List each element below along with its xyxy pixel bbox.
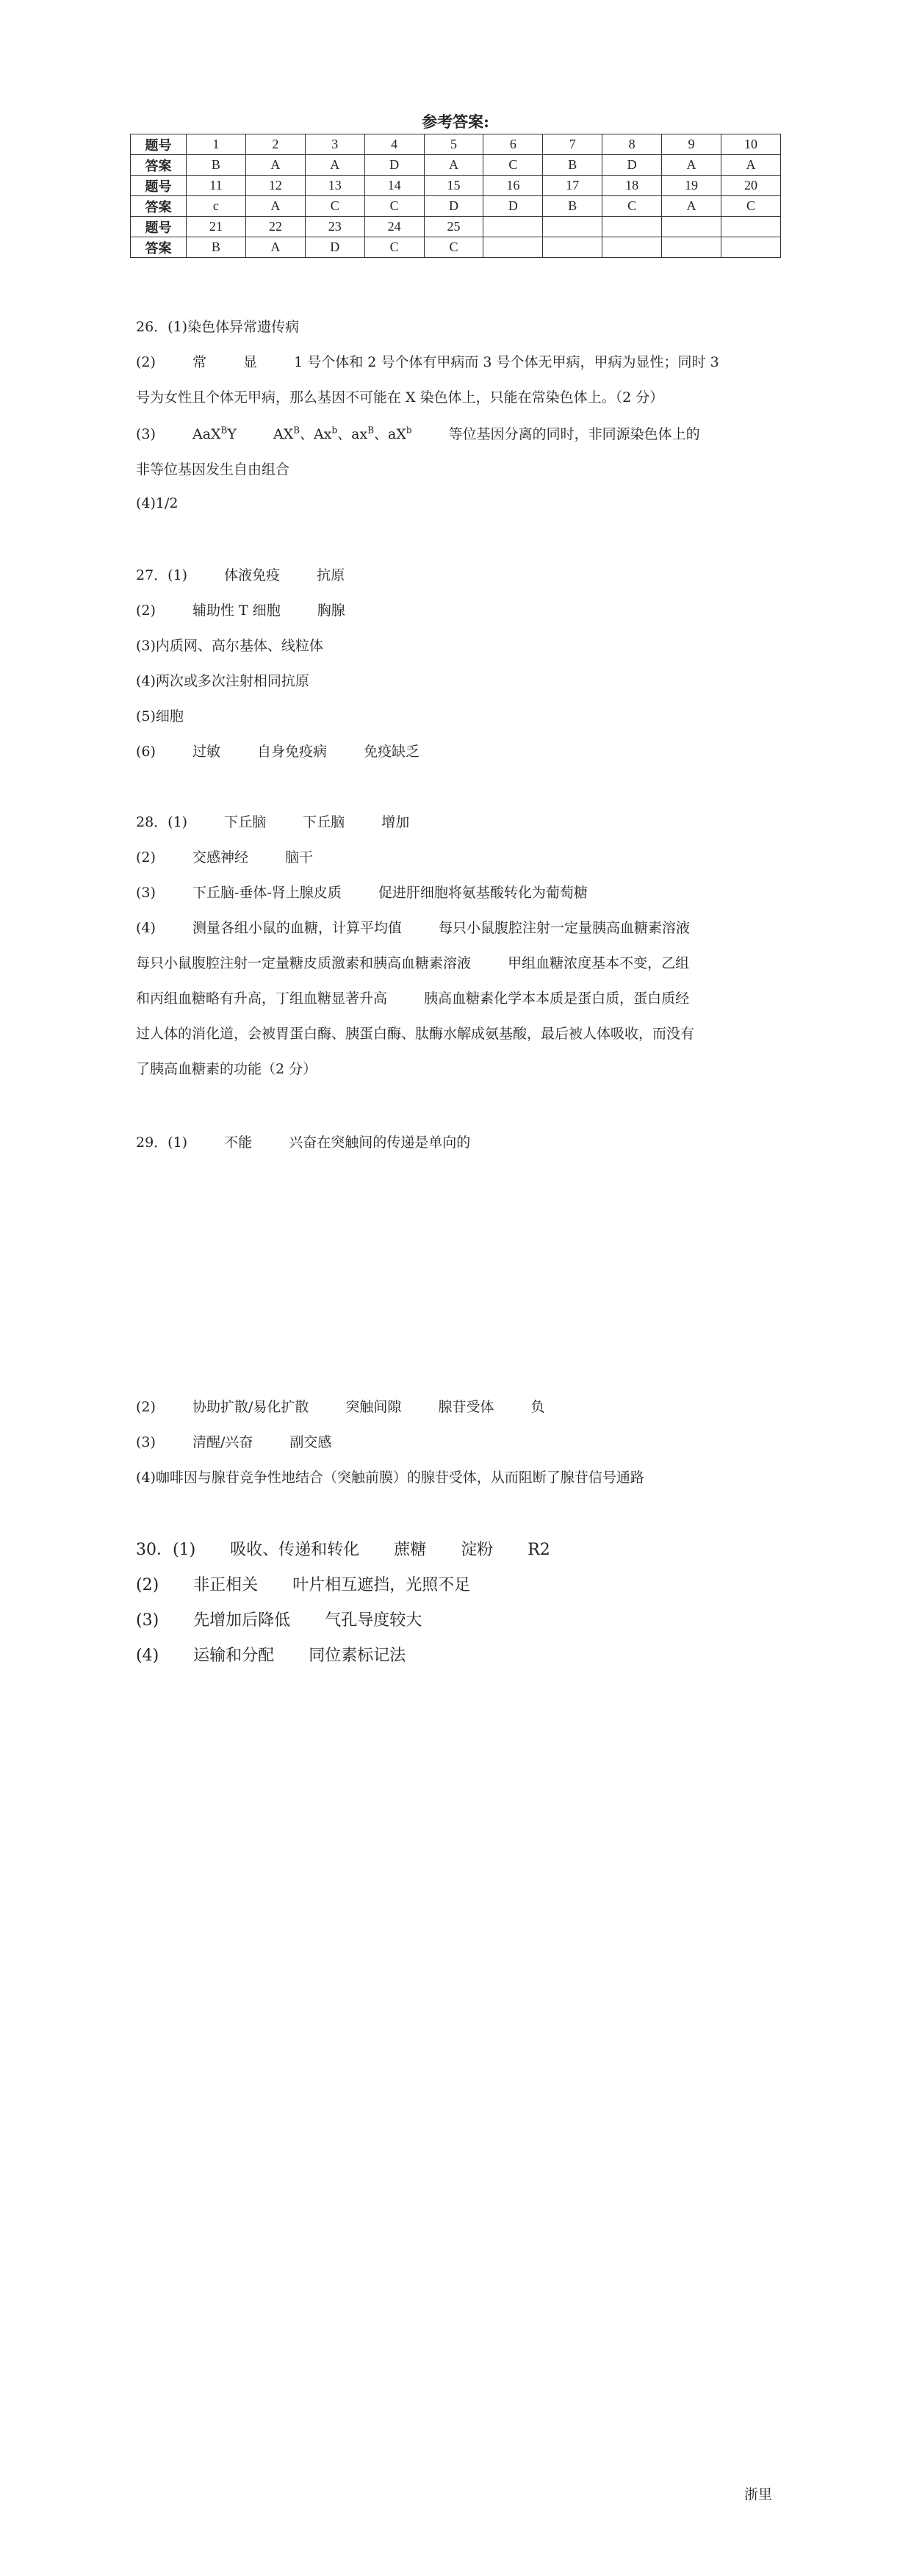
q26-reason: 等位基因分离的同时，非同源染色体上的 bbox=[448, 426, 700, 442]
q30-answer-4b: 同位素标记法 bbox=[309, 1647, 406, 1665]
q29-line-2 bbox=[136, 1396, 545, 1416]
q30-num-4: (4) bbox=[136, 1647, 159, 1665]
q26-num-2: (2) bbox=[136, 354, 156, 370]
table-cell-answer: A bbox=[245, 155, 305, 176]
q29-answer-2d: 负 bbox=[530, 1399, 545, 1415]
q30-answer-1a: 吸收、传递和转化 bbox=[230, 1541, 360, 1559]
table-cell-answer: A bbox=[245, 196, 305, 217]
q29-answer-3a: 清醒/兴奋 bbox=[192, 1434, 253, 1450]
q30-line-4 bbox=[136, 1643, 406, 1666]
q27-line-4 bbox=[136, 670, 309, 690]
q27-answer-6b: 自身免疫病 bbox=[257, 744, 328, 760]
q27-line-2 bbox=[136, 600, 345, 619]
q30-line-1 bbox=[136, 1537, 550, 1560]
q28-answer-1a: 下丘脑 bbox=[224, 814, 267, 830]
q28-answer-1b: 下丘脑 bbox=[303, 814, 345, 830]
q27-line-6 bbox=[136, 741, 420, 760]
q27-line-1 bbox=[136, 564, 345, 584]
q28-answer-4d: 甲组血糖浓度基本不变，乙组 bbox=[508, 955, 690, 971]
table-cell-answer bbox=[483, 237, 543, 258]
q28-answer-4a: 测量各组小鼠的血糖，计算平均值 bbox=[192, 920, 402, 936]
q30-answer-1d: R2 bbox=[527, 1541, 550, 1559]
q30-answer-3b: 气孔导度较大 bbox=[325, 1611, 422, 1630]
table-cell-num: 21 bbox=[186, 217, 245, 237]
q29-answer-2c: 腺苷受体 bbox=[438, 1399, 494, 1415]
q29-answer-1b: 兴奋在突触间的传递是单向的 bbox=[289, 1134, 471, 1151]
q29-answer-4: (4)咖啡因与腺苷竞争性地结合（突触前膜）的腺苷受体，从而阻断了腺苷信号通路 bbox=[136, 1469, 644, 1486]
q28-answer-1c: 增加 bbox=[381, 814, 410, 830]
table-cell-answer: A bbox=[424, 155, 483, 176]
q26-line-4 bbox=[136, 423, 700, 443]
q28-line-5 bbox=[136, 952, 689, 972]
table-cell-num: 7 bbox=[543, 134, 602, 155]
table-header-num: 题号 bbox=[131, 134, 187, 155]
table-cell-answer: C bbox=[424, 237, 483, 258]
q26-reason-cont: 非等位基因发生自由组合 bbox=[136, 461, 290, 478]
q26-explanation-cont: 号为女性且个体无甲病，那么基因不可能在 X 染色体上，只能在常染色体上。（2 分） bbox=[136, 389, 664, 406]
q27-answer-1a: 体液免疫 bbox=[224, 567, 281, 583]
table-header-answer: 答案 bbox=[131, 196, 187, 217]
q29-answer-2b: 突触间隙 bbox=[345, 1399, 402, 1415]
q26-line-6 bbox=[136, 495, 179, 511]
q28-answer-4e: 和丙组血糖略有升高，丁组血糖显著升高 bbox=[136, 990, 388, 1007]
table-cell-num: 25 bbox=[424, 217, 483, 237]
q28-answer-4c: 每只小鼠腹腔注射一定量糖皮质激素和胰高血糖素溶液 bbox=[136, 955, 472, 971]
answer-table-num-row bbox=[131, 134, 781, 155]
footer-mark: 浙里 bbox=[744, 2486, 773, 2503]
q29-num-2: (2) bbox=[136, 1399, 156, 1415]
table-cell-num: 18 bbox=[602, 176, 662, 196]
page-title: 参考答案: bbox=[422, 112, 489, 131]
table-cell-num: 22 bbox=[245, 217, 305, 237]
table-cell-answer: D bbox=[305, 237, 364, 258]
table-cell-answer bbox=[721, 237, 781, 258]
q27-answer-5: (5)细胞 bbox=[136, 708, 184, 724]
table-cell-answer: B bbox=[543, 155, 602, 176]
q27-answer-2a: 辅助性 T 细胞 bbox=[192, 602, 281, 619]
table-cell-num: 4 bbox=[364, 134, 424, 155]
q28-line-3 bbox=[136, 882, 588, 902]
table-cell-answer bbox=[602, 237, 662, 258]
q28-answer-3b: 促进肝细胞将氨基酸转化为葡萄糖 bbox=[378, 885, 588, 901]
q28-line-7 bbox=[136, 1023, 694, 1043]
q28-answer-3a: 下丘脑-垂体-肾上腺皮质 bbox=[192, 885, 342, 901]
table-header-answer: 答案 bbox=[131, 155, 187, 176]
q29-answer-3b: 副交感 bbox=[289, 1434, 332, 1450]
q26-gametes: $AX^B$、Ax$^b$、$ax^B$、$aX^b$ bbox=[273, 425, 412, 442]
q29-num-1: 29．(1) bbox=[136, 1134, 188, 1151]
table-cell-num: 12 bbox=[245, 176, 305, 196]
table-cell-answer: C bbox=[602, 196, 662, 217]
q30-num-2: (2) bbox=[136, 1576, 159, 1594]
q28-answer-2a: 交感神经 bbox=[192, 849, 248, 866]
q28-num-3: (3) bbox=[136, 885, 156, 901]
q27-answer-2b: 胸腺 bbox=[317, 602, 345, 619]
table-cell-num: 10 bbox=[721, 134, 781, 155]
table-cell-answer: D bbox=[424, 196, 483, 217]
q26-line-2 bbox=[136, 351, 719, 371]
q26-num-3: (3) bbox=[136, 426, 156, 442]
q28-answer-4b: 每只小鼠腹腔注射一定量胰高血糖素溶液 bbox=[439, 920, 691, 936]
table-cell-num: 6 bbox=[483, 134, 543, 155]
table-cell-num: 24 bbox=[364, 217, 424, 237]
q27-line-3 bbox=[136, 635, 323, 655]
table-cell-answer: A bbox=[662, 155, 721, 176]
table-cell-answer: C bbox=[364, 237, 424, 258]
q28-line-8 bbox=[136, 1058, 317, 1078]
table-cell-answer: B bbox=[186, 237, 245, 258]
table-cell-answer: D bbox=[483, 196, 543, 217]
q27-answer-4: (4)两次或多次注射相同抗原 bbox=[136, 673, 309, 689]
q26-answer-dominance: 显 bbox=[243, 354, 258, 370]
q29-answer-1a: 不能 bbox=[224, 1134, 253, 1151]
answer-table bbox=[130, 134, 781, 258]
q30-answer-2a: 非正相关 bbox=[193, 1576, 259, 1594]
q28-line-2 bbox=[136, 846, 313, 866]
q29-num-3: (3) bbox=[136, 1434, 156, 1450]
answer-table-num-row bbox=[131, 217, 781, 237]
q27-answer-6a: 过敏 bbox=[192, 744, 220, 760]
table-cell-num bbox=[543, 217, 602, 237]
q30-answer-1b: 蔗糖 bbox=[394, 1541, 427, 1559]
q29-answer-2a: 协助扩散/易化扩散 bbox=[192, 1399, 309, 1415]
q28-num-2: (2) bbox=[136, 849, 156, 866]
q28-line-6 bbox=[136, 987, 689, 1007]
table-header-num: 题号 bbox=[131, 176, 187, 196]
answer-table-answer-row bbox=[131, 155, 781, 176]
q27-line-5 bbox=[136, 705, 184, 725]
q27-answer-6c: 免疫缺乏 bbox=[364, 744, 420, 760]
table-cell-num: 15 bbox=[424, 176, 483, 196]
q26-part4: (4)1/2 bbox=[136, 495, 179, 511]
table-cell-answer: C bbox=[305, 196, 364, 217]
q26-answer-mode: 常 bbox=[192, 354, 206, 370]
q30-answer-3a: 先增加后降低 bbox=[193, 1611, 291, 1630]
table-cell-num: 20 bbox=[721, 176, 781, 196]
table-cell-num bbox=[602, 217, 662, 237]
table-cell-answer: D bbox=[364, 155, 424, 176]
table-cell-answer: c bbox=[186, 196, 245, 217]
q27-num-2: (2) bbox=[136, 602, 156, 619]
table-cell-num: 17 bbox=[543, 176, 602, 196]
q30-answer-1c: 淀粉 bbox=[461, 1541, 494, 1559]
table-cell-answer: A bbox=[305, 155, 364, 176]
q30-line-3 bbox=[136, 1608, 422, 1630]
table-cell-answer: B bbox=[186, 155, 245, 176]
q27-num-1: 27．(1) bbox=[136, 567, 188, 583]
table-cell-num: 1 bbox=[186, 134, 245, 155]
q30-answer-2b: 叶片相互遮挡，光照不足 bbox=[292, 1576, 471, 1594]
table-cell-answer: A bbox=[721, 155, 781, 176]
table-header-num: 题号 bbox=[131, 217, 187, 237]
table-cell-answer: C bbox=[721, 196, 781, 217]
table-cell-answer: B bbox=[543, 196, 602, 217]
q26-genotype: AaX$^B$Y bbox=[192, 425, 237, 442]
q30-num-3: (3) bbox=[136, 1611, 159, 1630]
table-cell-num: 14 bbox=[364, 176, 424, 196]
q28-answer-4f: 胰高血糖素化学本本质是蛋白质，蛋白质经 bbox=[424, 990, 690, 1007]
q30-line-2 bbox=[136, 1572, 470, 1595]
table-header-answer: 答案 bbox=[131, 237, 187, 258]
q29-line-4 bbox=[136, 1467, 644, 1486]
table-cell-answer: A bbox=[245, 237, 305, 258]
q26-line-5 bbox=[136, 458, 289, 478]
q28-answer-4g: 过人体的消化道，会被胃蛋白酶、胰蛋白酶、肽酶水解成氨基酸，最后被人体吸收，而没有 bbox=[136, 1026, 695, 1042]
table-cell-num: 19 bbox=[662, 176, 721, 196]
table-cell-num: 5 bbox=[424, 134, 483, 155]
q27-num-6: (6) bbox=[136, 744, 156, 760]
q30-answer-4a: 运输和分配 bbox=[193, 1647, 275, 1665]
table-cell-num: 11 bbox=[186, 176, 245, 196]
table-cell-num: 13 bbox=[305, 176, 364, 196]
q26-line-1 bbox=[136, 316, 299, 336]
q26-explanation: 1 号个体和 2 号个体有甲病而 3 号个体无甲病，甲病为显性；同时 3 bbox=[294, 354, 719, 370]
q29-line-3 bbox=[136, 1431, 331, 1451]
table-cell-answer bbox=[543, 237, 602, 258]
answer-table-answer-row bbox=[131, 196, 781, 217]
q28-answer-4h: 了胰高血糖素的功能（2 分） bbox=[136, 1061, 317, 1077]
table-cell-num: 8 bbox=[602, 134, 662, 155]
table-cell-answer bbox=[662, 237, 721, 258]
table-cell-num: 16 bbox=[483, 176, 543, 196]
table-cell-answer: A bbox=[662, 196, 721, 217]
q29-line-1 bbox=[136, 1132, 470, 1151]
table-cell-num: 9 bbox=[662, 134, 721, 155]
q28-line-4 bbox=[136, 917, 690, 937]
q28-num-4: (4) bbox=[136, 920, 156, 936]
table-cell-num: 2 bbox=[245, 134, 305, 155]
q26-part1: 26．(1)染色体异常遗传病 bbox=[136, 319, 300, 335]
q28-num-1: 28．(1) bbox=[136, 814, 188, 830]
table-cell-answer: C bbox=[483, 155, 543, 176]
table-cell-answer: D bbox=[602, 155, 662, 176]
table-cell-num: 3 bbox=[305, 134, 364, 155]
q30-num-1: 30．(1) bbox=[136, 1541, 196, 1559]
q27-answer-1b: 抗原 bbox=[317, 567, 345, 583]
q27-answer-3: (3)内质网、高尔基体、线粒体 bbox=[136, 638, 323, 654]
answer-table-num-row bbox=[131, 176, 781, 196]
table-cell-num: 23 bbox=[305, 217, 364, 237]
q28-answer-2b: 脑干 bbox=[285, 849, 314, 866]
q28-line-1 bbox=[136, 811, 409, 831]
table-cell-answer: C bbox=[364, 196, 424, 217]
table-cell-num bbox=[483, 217, 543, 237]
q26-line-3 bbox=[136, 386, 663, 406]
table-cell-num bbox=[721, 217, 781, 237]
table-cell-num bbox=[662, 217, 721, 237]
answer-table-answer-row bbox=[131, 237, 781, 258]
